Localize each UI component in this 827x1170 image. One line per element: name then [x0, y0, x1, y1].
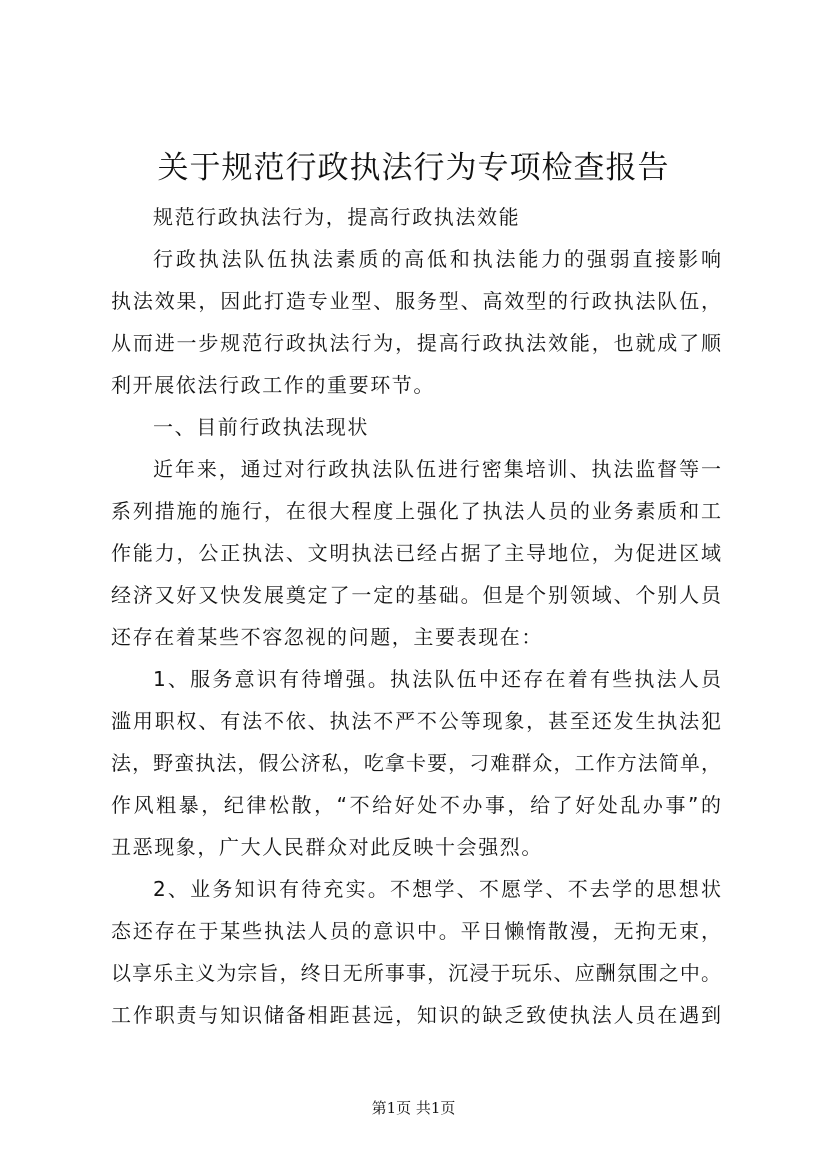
- body-line: 1、服务意识有待增强。执法队伍中还存在着有些执法人员: [153, 667, 721, 691]
- body-line: 利开展依法行政工作的重要环节。: [111, 373, 435, 397]
- body-line: 作能力，公正执法、文明执法已经占据了主导地位，为促进区域: [111, 541, 721, 565]
- body-line: 还存在着某些不容忽视的问题，主要表现在：: [111, 625, 543, 649]
- page-footer: 第1页 共1页: [371, 1099, 456, 1117]
- body-line: 系列措施的施行，在很大程度上强化了执法人员的业务素质和工: [111, 499, 721, 523]
- body-line: 经济又好又快发展奠定了一定的基础。但是个别领域、个别人员: [111, 583, 721, 607]
- body-line: 规范行政执法行为，提高行政执法效能: [153, 205, 521, 229]
- document-title: 关于规范行政执法行为专项检查报告: [157, 150, 670, 186]
- body-line: 执法效果，因此打造专业型、服务型、高效型的行政执法队伍，: [111, 289, 721, 313]
- body-line: 从而进一步规范行政执法行为，提高行政执法效能，也就成了顺: [111, 331, 721, 355]
- body-line: 态还存在于某些执法人员的意识中。平日懒惰散漫，无拘无束，: [111, 919, 721, 943]
- body-line: 以享乐主义为宗旨，终日无所事事，沉浸于玩乐、应酬氛围之中。: [111, 961, 721, 985]
- body-line: 一、目前行政执法现状: [153, 415, 369, 439]
- body-line: 丑恶现象，广大人民群众对此反映十会强烈。: [111, 835, 543, 859]
- body-line: 滥用职权、有法不依、执法不严不公等现象，甚至还发生执法犯: [111, 709, 721, 733]
- body-line: 行政执法队伍执法素质的高低和执法能力的强弱直接影响: [153, 247, 721, 271]
- body-line: 近年来，通过对行政执法队伍进行密集培训、执法监督等一: [153, 457, 721, 481]
- body-line: 2、业务知识有待充实。不想学、不愿学、不去学的思想状: [153, 877, 721, 901]
- body-line: 法，野蛮执法，假公济私，吃拿卡要，刁难群众，工作方法简单，: [111, 751, 721, 775]
- body-line: 工作职责与知识储备相距甚远，知识的缺乏致使执法人员在遇到: [111, 1003, 721, 1027]
- document-body: [111, 196, 721, 1036]
- body-line: 作风粗暴，纪律松散，“不给好处不办事，给了好处乱办事”的: [111, 793, 721, 817]
